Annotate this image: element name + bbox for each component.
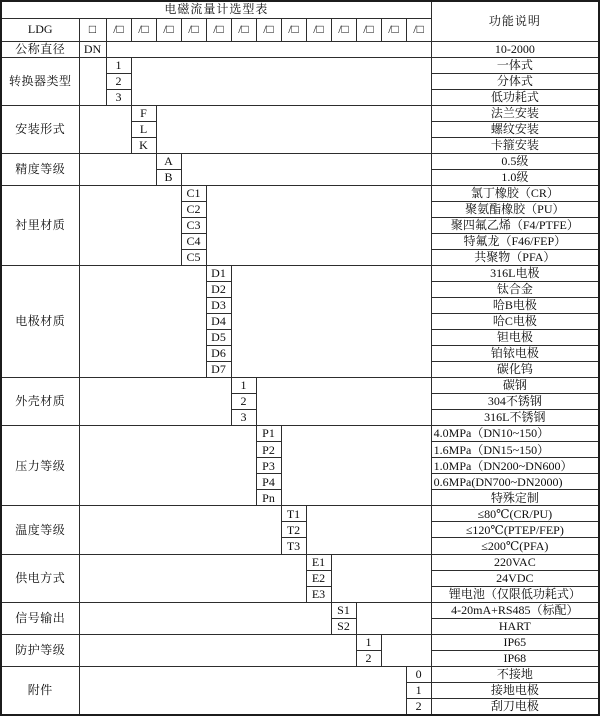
code-cell: 1 [356, 634, 381, 650]
table-row [1, 185, 599, 201]
code-cell: C2 [181, 201, 206, 217]
function-cell: IP68 [431, 650, 599, 666]
function-cell: 铂铱电极 [431, 346, 599, 362]
function-cell: 1.0级 [431, 169, 599, 185]
function-cell: 1.6MPa（DN15~150） [431, 442, 599, 458]
function-cell: 304不锈钢 [431, 394, 599, 410]
code-cell: C1 [181, 185, 206, 201]
code-cell: S1 [331, 602, 356, 618]
function-cell: 220VAC [431, 554, 599, 570]
empty-span [79, 378, 231, 426]
model-code-box: /□ [356, 18, 381, 41]
code-cell: 1 [106, 57, 131, 73]
function-cell: 316L电极 [431, 265, 599, 281]
function-cell: 锂电池（仅限低功耗式） [431, 586, 599, 602]
code-cell: 2 [406, 698, 431, 715]
table-row [1, 634, 599, 650]
empty-span [181, 153, 431, 185]
model-code-box: /□ [381, 18, 406, 41]
code-cell: D1 [206, 265, 231, 281]
code-cell: 2 [231, 394, 256, 410]
empty-span [79, 185, 181, 265]
table-row [1, 153, 599, 169]
code-cell: 1 [231, 378, 256, 394]
function-cell: 特殊定制 [431, 490, 599, 506]
page-title: 电磁流量计选型表 [1, 1, 431, 18]
function-cell: 哈C电极 [431, 314, 599, 330]
group-label: 供电方式 [1, 554, 79, 602]
code-cell: P1 [256, 426, 281, 442]
group-label: 信号输出 [1, 602, 79, 634]
function-cell: 10-2000 [431, 41, 599, 57]
function-column-header: 功能说明 [431, 1, 599, 41]
model-code-box: /□ [256, 18, 281, 41]
function-cell: 氯丁橡胶（CR） [431, 185, 599, 201]
code-cell: 3 [106, 89, 131, 105]
function-cell: ≤80℃(CR/PU) [431, 506, 599, 522]
group-label: 衬里材质 [1, 185, 79, 265]
function-cell: 分体式 [431, 73, 599, 89]
table-row [1, 666, 599, 682]
function-cell: HART [431, 618, 599, 634]
group-label: 压力等级 [1, 426, 79, 506]
function-cell: 聚四氟乙烯（F4/PTFE） [431, 217, 599, 233]
code-cell: D2 [206, 281, 231, 297]
code-cell: 0 [406, 666, 431, 682]
empty-span [106, 41, 431, 57]
code-cell: D6 [206, 346, 231, 362]
function-cell: 不接地 [431, 666, 599, 682]
table-row [1, 426, 599, 442]
code-cell: T3 [281, 538, 306, 554]
code-cell: B [156, 169, 181, 185]
table-row [1, 1, 599, 18]
table-row [1, 265, 599, 281]
model-code-box: /□ [406, 18, 431, 41]
function-cell: 低功耗式 [431, 89, 599, 105]
empty-span [256, 378, 431, 426]
code-cell: E1 [306, 554, 331, 570]
model-code-box: /□ [106, 18, 131, 41]
group-label: 附件 [1, 666, 79, 715]
table-row [1, 105, 599, 121]
code-cell: D7 [206, 362, 231, 378]
function-cell: 法兰安装 [431, 105, 599, 121]
function-cell: ≤200℃(PFA) [431, 538, 599, 554]
empty-span [131, 57, 431, 105]
code-cell: L [131, 121, 156, 137]
empty-span [79, 57, 106, 105]
empty-span [79, 105, 131, 153]
code-cell: P3 [256, 458, 281, 474]
group-label: 公称直径 [1, 41, 79, 57]
code-cell: D5 [206, 330, 231, 346]
group-label: 精度等级 [1, 153, 79, 185]
table-row [1, 41, 599, 57]
function-cell: 特氟龙（F46/FEP） [431, 233, 599, 249]
empty-span [231, 265, 431, 377]
function-cell: 聚氨酯橡胶（PU） [431, 201, 599, 217]
empty-span [306, 506, 431, 554]
code-cell: C3 [181, 217, 206, 233]
function-cell: 接地电极 [431, 682, 599, 698]
code-cell: Pn [256, 490, 281, 506]
group-label: 电极材质 [1, 265, 79, 377]
function-cell: ≤120℃(PTEP/FEP) [431, 522, 599, 538]
function-cell: 卡箍安装 [431, 137, 599, 153]
group-label: 外壳材质 [1, 378, 79, 426]
function-cell: 碳钢 [431, 378, 599, 394]
code-cell: C5 [181, 249, 206, 265]
model-code-box: /□ [331, 18, 356, 41]
code-cell: E3 [306, 586, 331, 602]
model-code-box: /□ [181, 18, 206, 41]
function-cell: 0.5级 [431, 153, 599, 169]
function-cell: 24VDC [431, 570, 599, 586]
empty-span [79, 634, 356, 666]
table-row [1, 506, 599, 522]
table-row [1, 554, 599, 570]
code-cell: T1 [281, 506, 306, 522]
model-code-box: /□ [206, 18, 231, 41]
selection-table-body [1, 1, 599, 715]
code-cell: A [156, 153, 181, 169]
empty-span [79, 265, 206, 377]
function-cell: 碳化钨 [431, 362, 599, 378]
empty-span [79, 602, 331, 634]
code-cell: K [131, 137, 156, 153]
model-prefix: LDG [1, 18, 79, 41]
model-code-box: /□ [156, 18, 181, 41]
code-cell: 1 [406, 682, 431, 698]
code-cell: F [131, 105, 156, 121]
code-cell: P4 [256, 474, 281, 490]
code-cell: E2 [306, 570, 331, 586]
table-row [1, 602, 599, 618]
model-code-box: /□ [281, 18, 306, 41]
function-cell: 4-20mA+RS485（标配） [431, 602, 599, 618]
model-code-box: □ [79, 18, 106, 41]
code-cell: S2 [331, 618, 356, 634]
group-label: 温度等级 [1, 506, 79, 554]
group-label: 转换器类型 [1, 57, 79, 105]
function-cell: 螺纹安装 [431, 121, 599, 137]
function-cell: 共聚物（PFA） [431, 249, 599, 265]
table-row [1, 378, 599, 394]
function-cell: 一体式 [431, 57, 599, 73]
empty-span [79, 426, 256, 506]
model-code-box: /□ [131, 18, 156, 41]
code-cell: 2 [356, 650, 381, 666]
empty-span [206, 185, 431, 265]
code-cell: 3 [231, 410, 256, 426]
empty-span [381, 634, 431, 666]
empty-span [79, 554, 306, 602]
function-cell: 刮刀电极 [431, 698, 599, 715]
function-cell: 4.0MPa（DN10~150） [431, 426, 599, 442]
function-cell: 钛合金 [431, 281, 599, 297]
code-cell: D4 [206, 314, 231, 330]
empty-span [79, 666, 406, 715]
empty-span [156, 105, 431, 153]
code-cell: C4 [181, 233, 206, 249]
code-cell: T2 [281, 522, 306, 538]
function-cell: 钽电极 [431, 330, 599, 346]
code-cell: P2 [256, 442, 281, 458]
model-code-box: /□ [231, 18, 256, 41]
table-row [1, 57, 599, 73]
model-code-box: /□ [306, 18, 331, 41]
function-cell: 哈B电极 [431, 298, 599, 314]
group-label: 防护等级 [1, 634, 79, 666]
empty-span [79, 506, 281, 554]
code-cell: DN [79, 41, 106, 57]
function-cell: IP65 [431, 634, 599, 650]
empty-span [281, 426, 431, 506]
function-cell: 0.6MPa(DN700~DN2000) [431, 474, 599, 490]
function-cell: 1.0MPa（DN200~DN600） [431, 458, 599, 474]
function-cell: 316L不锈钢 [431, 410, 599, 426]
code-cell: 2 [106, 73, 131, 89]
empty-span [356, 602, 431, 634]
empty-span [79, 153, 156, 185]
empty-span [331, 554, 431, 602]
code-cell: D3 [206, 298, 231, 314]
group-label: 安装形式 [1, 105, 79, 153]
